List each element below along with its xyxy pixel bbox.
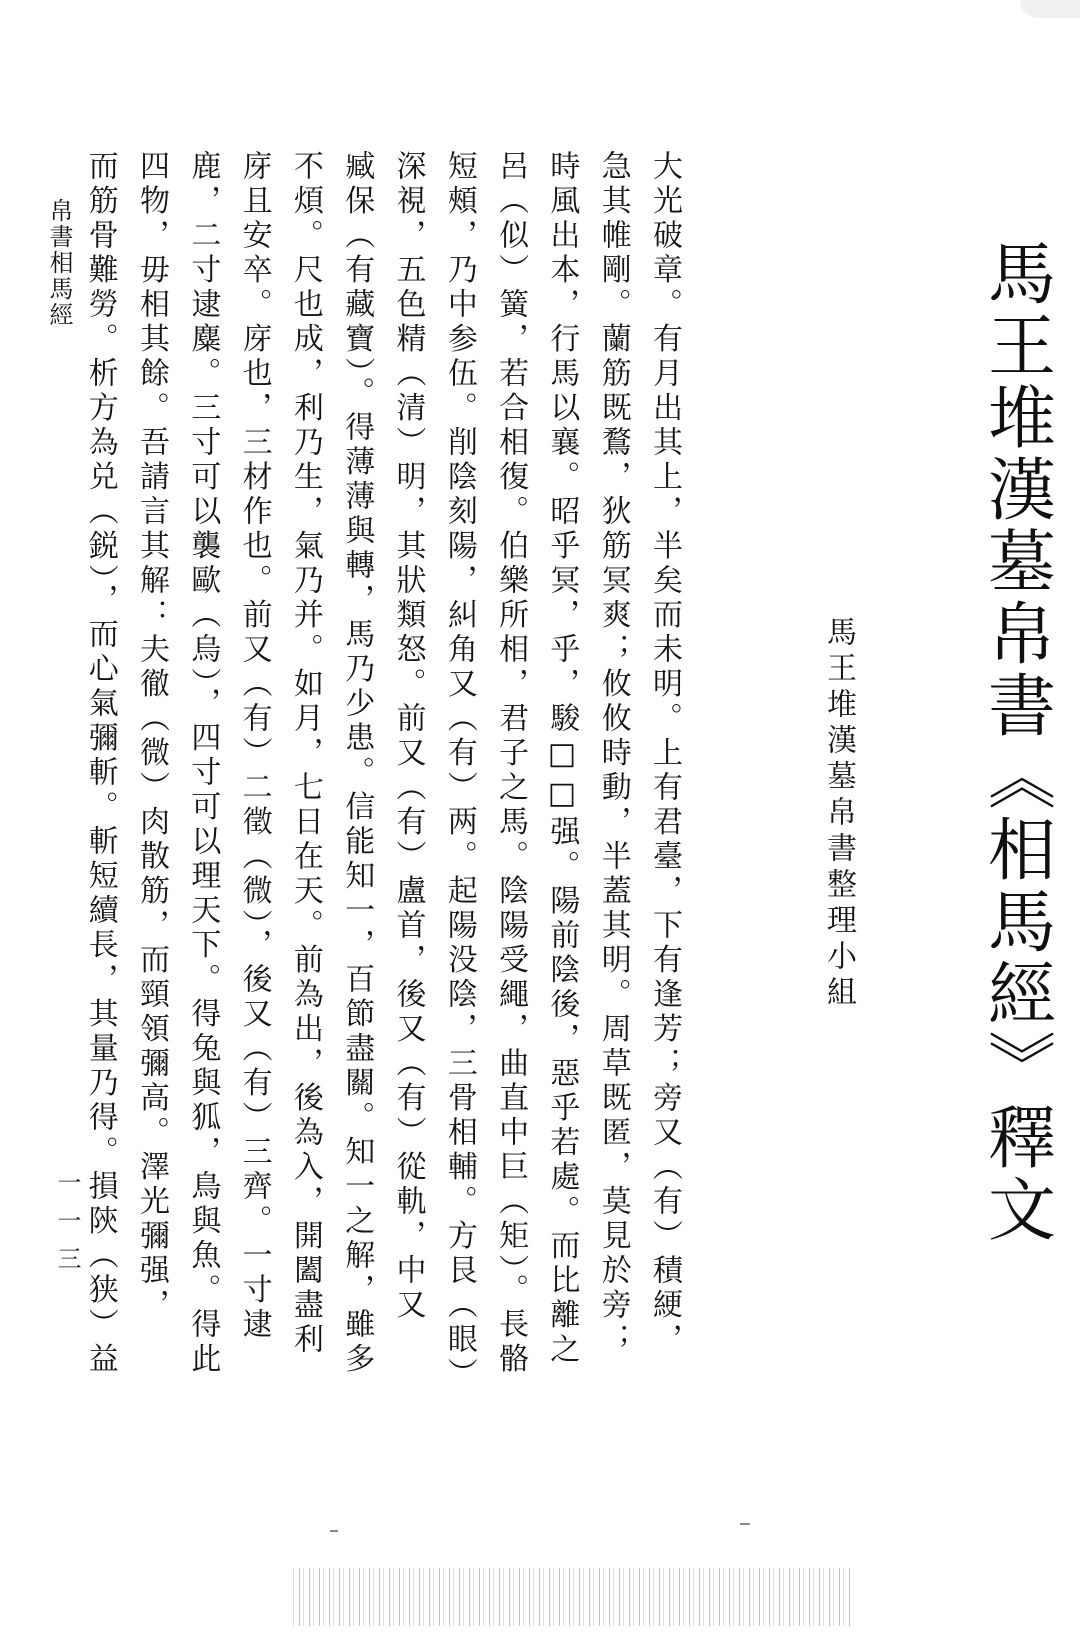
- body-line: 短頰，乃中参伍。削陰刻陽，糾角又（有）两。起陽没陰，三骨相輔。方艮（眼）: [441, 150, 477, 1392]
- body-line: 時風出本，行馬以襄。昭乎冥，乎，駿□□强。陽前陰後，惡乎若處。而比離之: [544, 150, 580, 1368]
- scan-speck: [330, 1530, 338, 1532]
- body-line: 呂（似）簧，若合相復。伯樂所相，君子之馬。陰陽受繩，曲直中巨（矩）。長骼: [493, 150, 529, 1377]
- body-line: 臧保（有藏寶）。得薄薄與轉，馬乃少患。信能知一，百節盡關。知一之解，雖多: [339, 150, 375, 1377]
- body-line: 急其帷剛。蘭筋既鶩，狄筋冥爽；攸攸時動，半蓋其明。周草既匿，莫見於旁；: [595, 150, 631, 1358]
- scan-speck: [740, 1523, 750, 1525]
- body-line: 四物，毋相其餘。吾請言其解：夫徹（微）肉散筋，而頸領彌高。澤光彌强，: [134, 150, 170, 1323]
- scan-artifact-strip: [290, 1568, 850, 1626]
- body-line: 鹿，二寸逮麋。三寸可以襲歐（烏），四寸可以理天下。得兔與狐，鳥與魚。得此: [185, 150, 221, 1377]
- body-text-block: [82, 150, 690, 1410]
- body-line: 不煩。尺也成，利乃生，氣乃并。如月，七日在天。前為出，後為入，開闔盡利: [287, 150, 323, 1358]
- subtitle-editorial-group: 馬王堆漢墓帛書整理小組: [821, 616, 856, 1012]
- body-line: 而筋骨難勞。析方為兑（鋭），而心氣彌斬。斬短續長，其量乃得。損陝（狭）益: [82, 150, 118, 1377]
- running-head: 帛書相馬經: [45, 198, 73, 328]
- page-number: 一一三: [53, 1170, 81, 1284]
- main-title: 馬王堆漢墓帛書《相馬經》釋文: [976, 238, 1056, 1246]
- body-line: 庌且安卒。庌也，三材作也。前又（有）二徵（微），後又（有）三齊。一寸逮: [236, 150, 272, 1343]
- page-corner-shadow: [1020, 0, 1080, 18]
- body-line: 深視，五色精（清）明，其狀類怒。前又（有）盧首，後又（有）從軌，中又: [390, 150, 426, 1323]
- body-line: 大光破章。有月出其上，半矣而未明。上有君臺，下有逢芳；旁又（有）積綆，: [647, 150, 682, 1358]
